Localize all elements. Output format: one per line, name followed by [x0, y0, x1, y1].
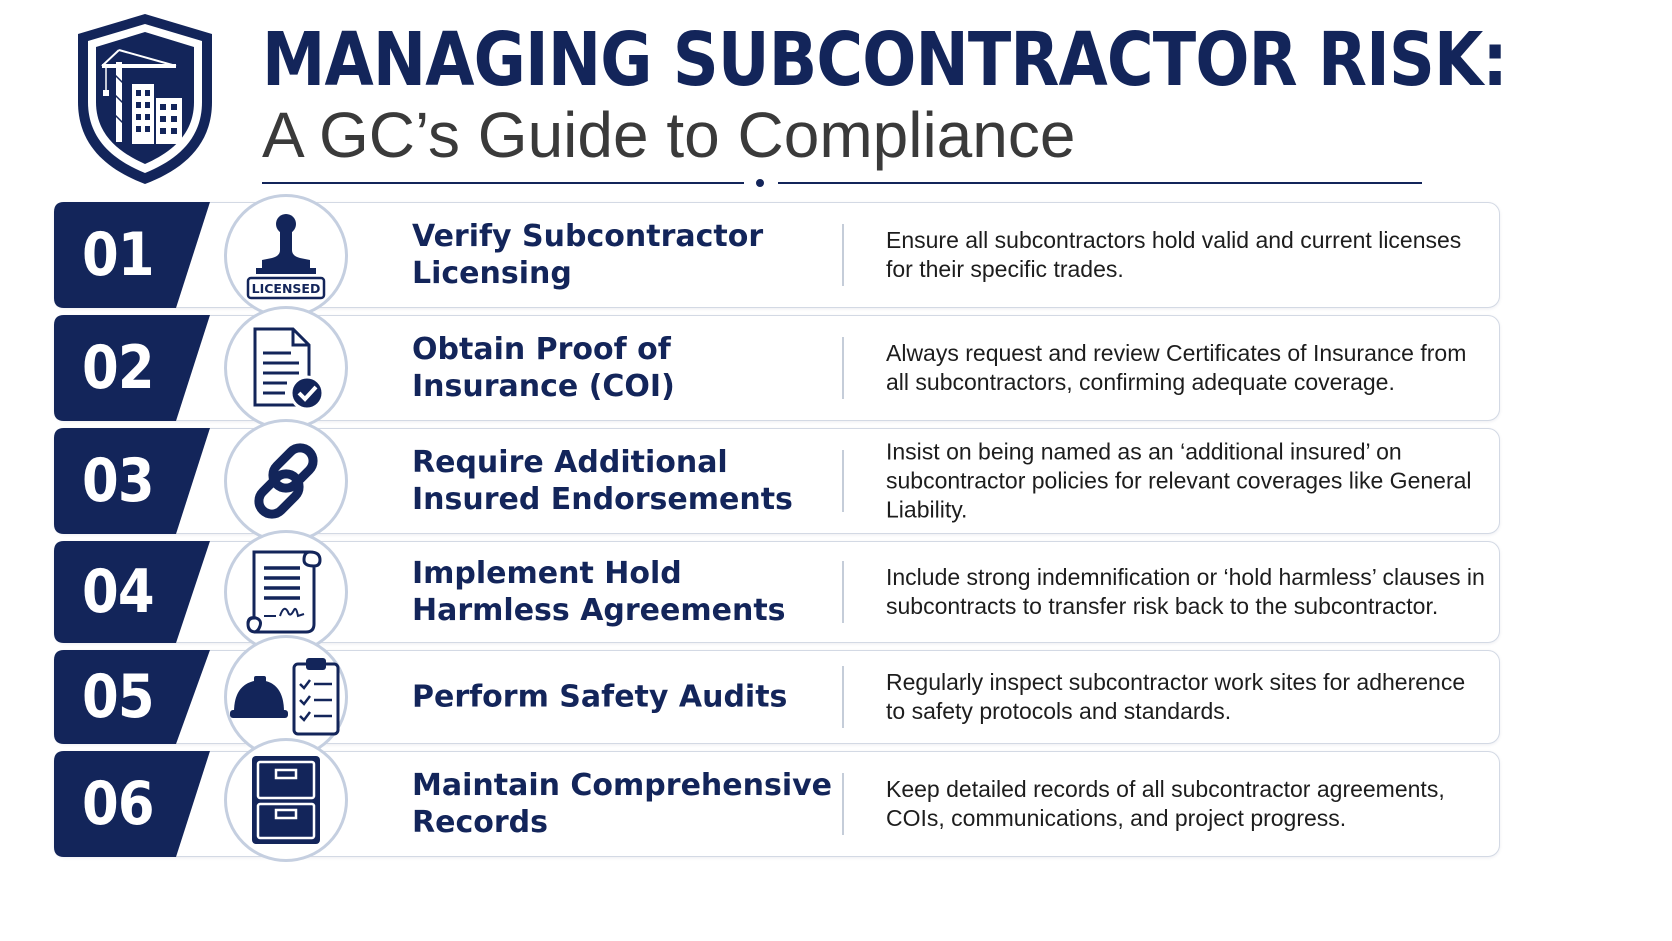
document-check-icon — [241, 323, 331, 413]
step-row — [54, 202, 1500, 308]
step-number-tab — [54, 202, 210, 308]
step-row — [54, 541, 1500, 643]
step-title: Verify Subcontractor Licensing — [412, 219, 764, 291]
step-row — [54, 650, 1500, 744]
step-description: Keep detailed records of all subcontractor agreements, COIs, communications, and project progress. — [886, 776, 1445, 831]
chain-link-icon — [244, 439, 328, 523]
column-divider — [842, 450, 844, 512]
step-description: Ensure all subcontractors hold valid and current licenses for their specific trades. — [886, 227, 1462, 282]
column-divider — [842, 666, 844, 728]
step-title: Require Additional Insured Endorsements — [412, 445, 793, 517]
icon-circle — [224, 306, 348, 430]
column-divider — [842, 224, 844, 286]
step-title: Implement Hold Harmless Agreements — [412, 556, 786, 628]
step-description: Insist on being named as an ‘additional insured’ on subcontractor policies for relevant coverages like General Liability. — [886, 438, 1472, 523]
step-title: Perform Safety Audits — [412, 679, 788, 715]
title-divider — [262, 180, 1422, 186]
hardhat-clipboard-icon — [228, 652, 344, 742]
step-title: Obtain Proof of Insurance (COI) — [412, 332, 675, 404]
step-number-tab — [54, 541, 210, 643]
icon-circle — [224, 738, 348, 862]
step-number: 06 — [82, 769, 154, 839]
step-number-tab — [54, 751, 210, 857]
step-number: 02 — [82, 333, 154, 403]
icon-circle — [224, 419, 348, 543]
licensed-stamp-label: LICENSED — [251, 281, 321, 296]
step-number-tab — [54, 428, 210, 534]
signed-scroll-icon — [240, 546, 332, 638]
step-description: Always request and review Certificates of Insurance from all subcontractors, confirming adequate coverage. — [886, 340, 1467, 395]
step-row — [54, 751, 1500, 857]
shield-crane-building-icon — [72, 10, 218, 188]
column-divider — [842, 337, 844, 399]
step-description: Include strong indemnification or ‘hold harmless’ clauses in subcontracts to transfer risk back to the subcontractor. — [886, 564, 1485, 619]
column-divider — [842, 561, 844, 623]
column-divider — [842, 773, 844, 835]
step-number: 03 — [82, 446, 154, 516]
step-title: Maintain Comprehensive Records — [412, 768, 833, 840]
step-description: Regularly inspect subcontractor work sites for adherence to safety protocols and standards. — [886, 669, 1466, 724]
filing-cabinet-icon — [246, 752, 326, 848]
page-title: MANAGING SUBCONTRACTOR RISK: — [262, 17, 1507, 103]
step-number: 01 — [82, 220, 154, 290]
icon-circle — [224, 194, 348, 318]
step-number-tab — [54, 315, 210, 421]
step-number-tab — [54, 650, 210, 744]
step-number: 04 — [82, 557, 154, 627]
step-number: 05 — [82, 662, 154, 732]
page-subtitle: A GC’s Guide to Compliance — [262, 99, 1076, 171]
step-row — [54, 428, 1500, 534]
step-row — [54, 315, 1500, 421]
licensed-stamp-icon — [244, 210, 328, 302]
